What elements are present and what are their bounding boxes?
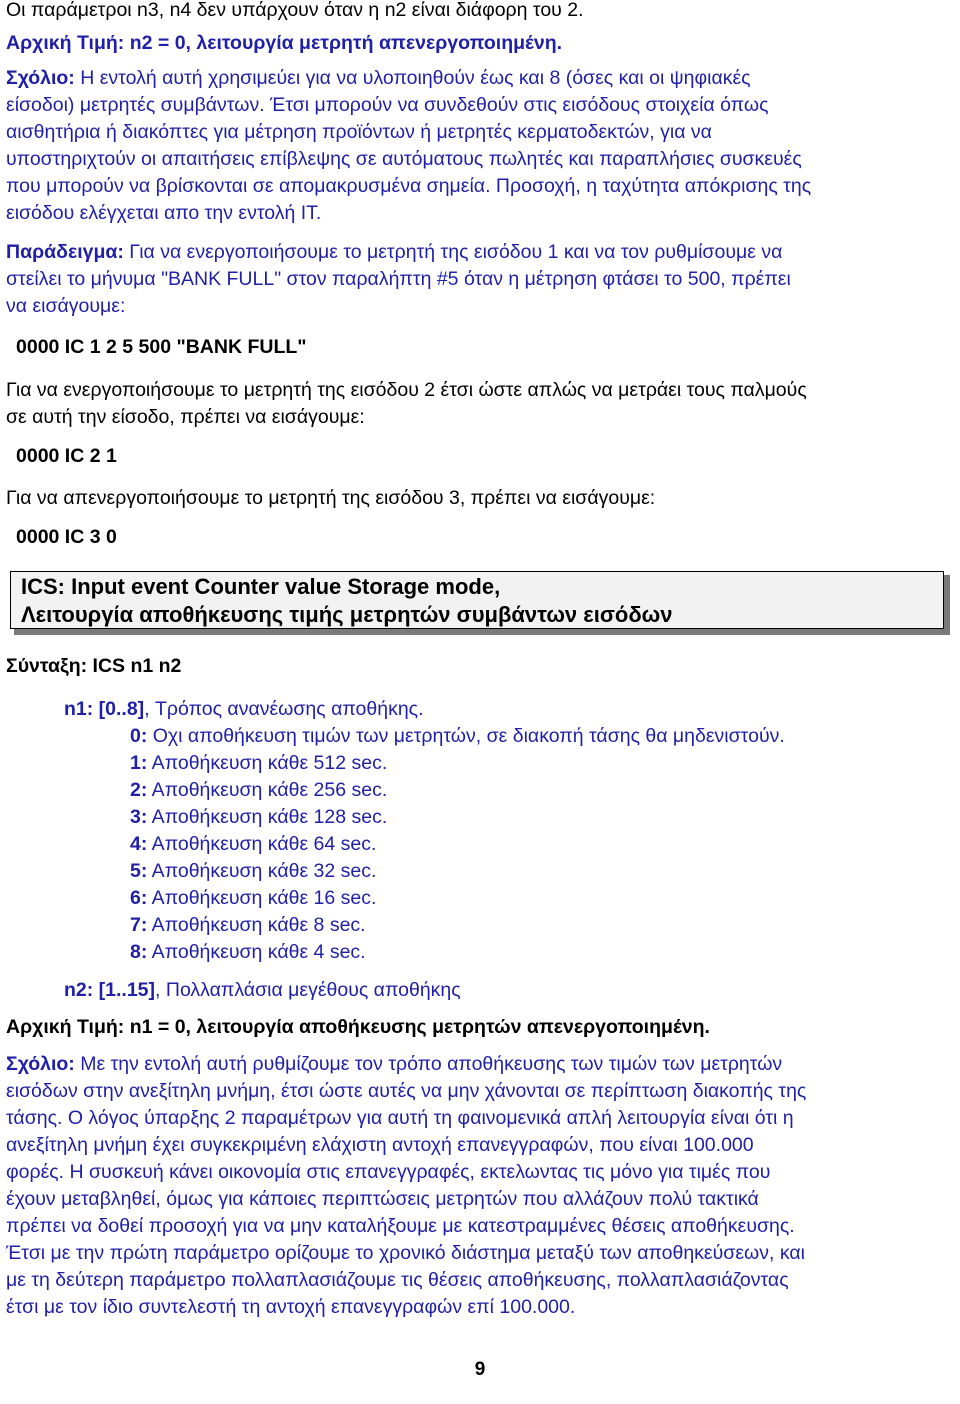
- section-title-en: ICS: Input event Counter value Storage mode,: [21, 574, 501, 599]
- n1-option: 0: Οχι αποθήκευση τιμών των μετρητών, σε διακοπή τάσης θα μηδενιστούν.: [130, 725, 785, 747]
- n1-option: 3: Αποθήκευση κάθε 128 sec.: [130, 806, 388, 828]
- example-code-2: 0000 IC 2 1: [16, 445, 117, 467]
- n1-options: [6, 723, 956, 966]
- initial-value-n2: Αρχική Τιμή: n2 = 0, λειτουργία μετρητή απενεργοποιημένη.: [6, 32, 563, 54]
- param-note-line: Οι παράμετροι n3, n4 δεν υπάρχουν όταν η n2 είναι διάφορη του 2.: [6, 0, 584, 21]
- example-code-3: 0000 IC 3 0: [16, 526, 117, 548]
- n1-option: 1: Αποθήκευση κάθε 512 sec.: [130, 752, 388, 774]
- n1-param: n1: [0..8], Τρόπος ανανέωσης αποθήκης.: [64, 698, 424, 720]
- section-header-box: [10, 571, 948, 633]
- syntax-line: Σύνταξη: ICS n1 n2: [6, 655, 182, 677]
- n1-option: 8: Αποθήκευση κάθε 4 sec.: [130, 941, 366, 963]
- comment-paragraph-2: Σχόλιο: Με την εντολή αυτή ρυθμίζουμε τον τρόπο αποθήκευσης των τιμών των μετρητών εισόδων στην ανεξίτηλη μνήμη, έτσι ώστε αυτές να μην χάνονται σε περίπτωση διακοπής της τάσης. Ο λόγος ύπαρξης 2 παραμέτρων για αυτή τη φαινομενικά απλή λειτουργία είναι ότι η ανεξίτηλη μνήμη έχει συγκεκριμένη ελάχιστη αντοχή επανεγγραφών, που είναι 100.000 φορές. Η συσκευή κάνει οικονομία στις επανεγγραφές, εκτελωντας τις μόνο για τιμές που έχουν μεταβληθεί, όμως για κάποιες περιπτώσεις μετρητών που αλλάζουν πολύ τακτικά πρέπει να δοθεί προσοχή για να μην καταλήξουμε με κατεστραμμένες θέσεις αποθήκευσης. Έτσι με την πρώτη παράμετρο ορίζουμε το χρονικό διάστημα μεταξύ των αποθηκεύσεων, και με τη δεύτερη παράμετρο πολλαπλασιάζουμε τις θέσεις αποθήκευσης, πολλαπλασιάζοντας έτσι με τον ίδιο συντελεστή τη αντοχή επανεγγραφών επί 100.000.: [6, 1053, 807, 1318]
- comment-label: Σχόλιο:: [6, 67, 75, 89]
- n1-label: n1: [0..8]: [64, 698, 145, 720]
- example-paragraph-2: Για να ενεργοποιήσουμε το μετρητή της εισόδου 2 έτσι ώστε απλώς να μετράει τους παλμούς σε αυτή την είσοδο, πρέπει να εισάγουμε:: [6, 379, 807, 428]
- example-label: Παράδειγμα:: [6, 241, 124, 263]
- comment-paragraph-1: Σχόλιο: Η εντολή αυτή χρησιμεύει για να υλοποιηθούν έως και 8 (όσες και οι ψηφιακές είσοδοι) μετρητές συμβάντων. Έτσι μπορούν να συνδεθούν στις εισόδους στοιχεία όπως αισθητήρια ή διακόπτες για μέτρηση προϊόντων ή μετρητές κερματοδεκτών, για να υποστηριχτούν οι απαιτήσεις επίβλεψης σε αυτόματους πωλητές και παραπλήσιες συσκευές που μπορούν να βρίσκονται σε απομακρυσμένα σημεία. Προσοχή, η ταχύτητα απόκρισης της εισόδου ελέγχεται απο την εντολή IT.: [6, 67, 812, 224]
- n1-option: 2: Αποθήκευση κάθε 256 sec.: [130, 779, 388, 801]
- n1-option: 6: Αποθήκευση κάθε 16 sec.: [130, 887, 377, 909]
- example-paragraph-3: Για να απενεργοποιήσουμε το μετρητή της εισόδου 3, πρέπει να εισάγουμε:: [6, 487, 656, 509]
- page-number: 9: [474, 1359, 486, 1380]
- n2-label: n2: [1..15]: [64, 979, 156, 1001]
- comment-label-2: Σχόλιο:: [6, 1053, 75, 1075]
- document-page: [6, 0, 956, 1321]
- example-code-1: 0000 IC 1 2 5 500 "BANK FULL": [16, 336, 307, 358]
- n1-option: 5: Αποθήκευση κάθε 32 sec.: [130, 860, 377, 882]
- section-header-frame: [10, 571, 944, 629]
- n1-option: 4: Αποθήκευση κάθε 64 sec.: [130, 833, 377, 855]
- initial-value-n1: Αρχική Τιμή: n1 = 0, λειτουργία αποθήκευσης μετρητών απενεργοποιημένη.: [6, 1016, 710, 1038]
- n2-param: n2: [1..15], Πολλαπλάσια μεγέθους αποθήκης: [64, 979, 461, 1001]
- n1-option: 7: Αποθήκευση κάθε 8 sec.: [130, 914, 366, 936]
- section-title-gr: Λειτουργία αποθήκευσης τιμής μετρητών συμβάντων εισόδων: [21, 602, 673, 627]
- example-paragraph: Παράδειγμα: Για να ενεργοποιήσουμε το μετρητή της εισόδου 1 και να τον ρυθμίσουμε να στείλει το μήνυμα "BANK FULL" στον παραλήπτη #5 όταν η μέτρηση φτάσει το 500, πρέπει να εισάγουμε:: [6, 241, 791, 317]
